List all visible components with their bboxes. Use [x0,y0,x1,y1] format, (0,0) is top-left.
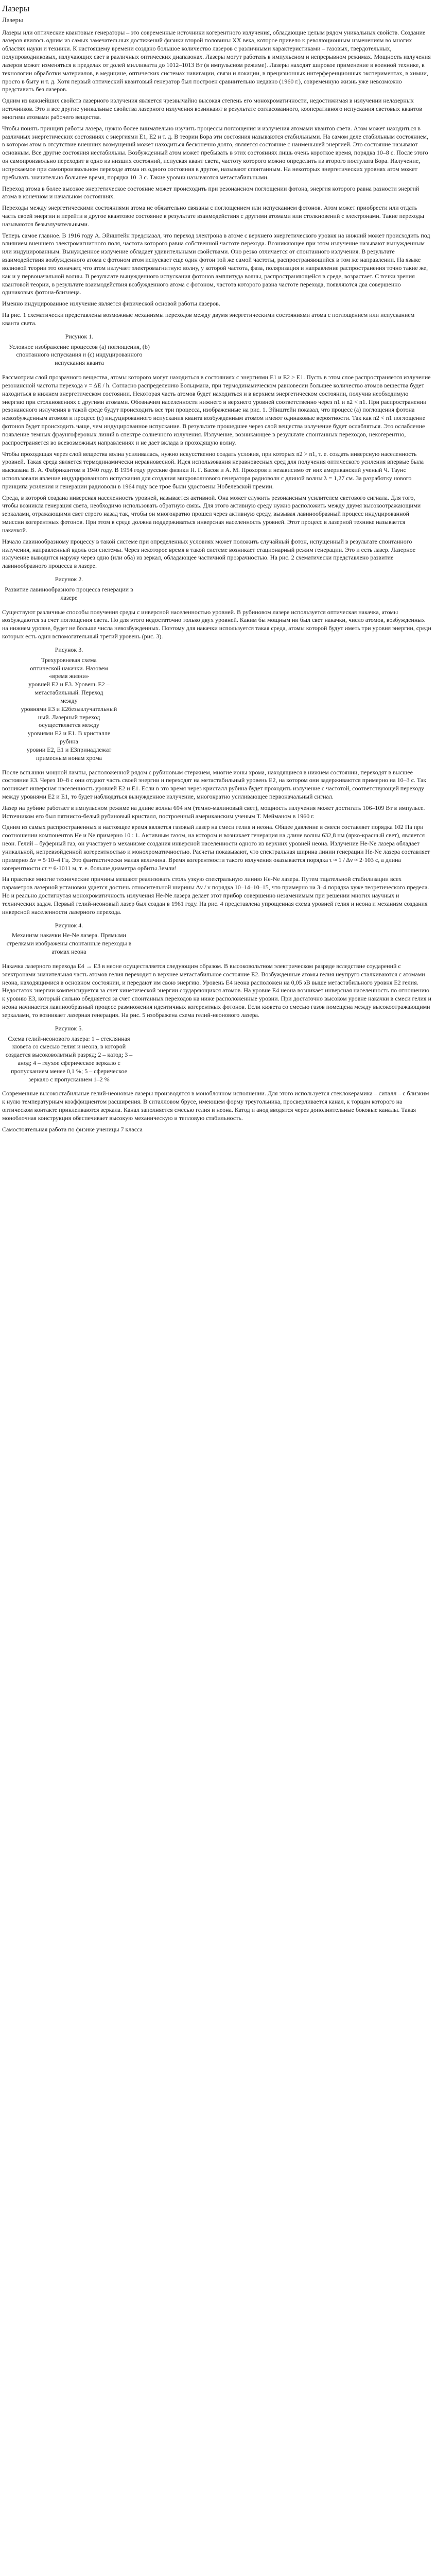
figure-caption-line: уровни E2, E1 и E3принадлежат [26,745,112,753]
paragraph: Среда, в которой создана инверсная населенность уровней, называется активной. Она может служить резонансным усилителем светового сигнала. Для того, чтобы возникла генерация света, необходимо использовать обратную связь. Для этого активную среду нужно расположить между двумя высокоотражающими зеркалами, отражающими свет строго назад так, чтобы он многократно прошел через активную среду, вызывая лавинообразный процесс индуцированной эмиссии когерентных фотонов. При этом в среде должна поддерживаться инверсная населенность уровней. Этот процесс в лазерной технике называется накачкой. [2,494,421,534]
figure-2 [2,575,136,602]
figure-caption-line: ный. Лазерный переход [38,713,100,721]
figure-3 [2,646,136,762]
figure-caption-line: метастабильный. Переход [34,689,103,697]
body-section-2 [2,374,432,570]
paragraph: Начало лавинообразному процессу в такой системе при определенных условиях может положить случайный фотон, испущенный в результате спонтанного излучения, направленный вдоль оси системы. Через некоторое время в такой системе возникает стационарный режим генерации. Это и есть лазер. Лазерное излучение выводится наружу через одно (или оба) из зеркал, обладающее частичной прозрачностью. На рис. 2 схематически представлено развитие лавинообразного процесса в лазере. [2,537,416,570]
body-section-3 [2,608,432,641]
page-subtitle: Лазеры [2,16,23,24]
body-section-6 [2,1090,432,1133]
figure-label: Рисунок 4. [55,921,83,929]
figure-label: Рисунок 2. [55,575,83,583]
paragraph: Одним из важнейших свойств лазерного излучения является чрезвычайно высокая степень его монохроматичности, недостижимая в излучении нелазерных источников. Это и все другие уникальные свойства лазерного излучения возникают в результате согласованного, кооперативного испускания световых квантов многими атомами рабочего вещества. [2,97,422,121]
paragraph: Современные высокостабильные гелий-неоновые лазеры производятся в моноблочном исполнении. Для этого используется стеклокерамика – ситалл – с близким к нулю температурным коэффициентом расширения. В ситалловом брусе, имеющем форму треугольника, просверливается канал, к торцам которого на оптическом контакте приклеиваются зеркала. Канал заполняется смесью гелия и неона. Катод и анод вводятся через дополнительные боковые каналы. Такая моноблочная конструкция обеспечивает высокую механическую и тепловую стабильность. [2,1090,429,1122]
figure-5 [2,1025,136,1084]
figure-label: Рисунок 3. [55,646,83,653]
paragraph: На рис. 1 схематически представлены возможные механизмы переходов между двумя энергетическими состояниями атома с поглощением или испусканием кванта света. [2,311,415,327]
paragraph: Рассмотрим слой прозрачного вещества, атомы которого могут находиться в состояниях с энергиями E1 и E2 > E1. Пусть в этом слое распространяется излучение резонансной частоты перехода ν = ΔE / h. Согласно распределению Больцмана, при термодинамическом равновесии большее количество атомов вещества будет находиться в нижнем энергетическом состоянии. Некоторая часть атомов будет находиться и в верхнем энергетическом состоянии, получив необходимую энергию при столкновениях с другими атомами. Обозначим населенности нижнего и верхнего уровней соответственно через n1 и n2 < n1. При распространении резонансного излучения в такой среде будут происходить все три процесса, изображенные на рис. 1. Эйнштейн показал, что процесс (a) поглощения фотона невозбужденным атомом и процесс (c) индуцированного испускания кванта возбужденным атомом имеют одинаковые вероятности. Так как n2 < n1 поглощение фотонов будет происходить чаще, чем индуцированное испускание. В результате прошедшее через слой вещества излучение будет ослабляться. Это ослабление появление темных фраунгоферовых линий в спектре солнечного излучения. Излучение, возникающее в результате спонтанных переходов, некогерентно, распространяется во всевозможных направлениях и не дает вклада в проходящую волну. [2,374,431,446]
figure-caption-line: «время жизни» [49,672,89,680]
figure-caption-line: уровнями E3 и E2безызлучательный [21,705,117,713]
figure-caption-line: между [60,697,78,704]
figure-4 [2,922,136,956]
document-page [0,0,436,1142]
paragraph: Именно индуцированное излучение является физической основой работы лазеров. [2,300,220,308]
figure-label: Рисунок 1. [65,332,94,340]
figure-caption: Развитие лавинообразного процесса генерации в лазере [5,585,133,601]
figure-label: Рисунок 5. [55,1024,83,1032]
intro-section [2,29,432,328]
figure-caption: Механизм накачки He-Ne лазера. Прямыми стрелками изображены спонтанные переходы в атомах неона [6,931,132,956]
figure-caption-line: уровней E2 и E3. Уровень E2 – [28,681,110,688]
paragraph: Переход атома в более высокое энергетическое состояние может происходить при резонансном поглощении фотона, энергия которого равна разности энергий атома в конечном и начальном состояниях. [2,184,420,200]
paragraph: На практике многие технические причины мешают реализовать столь узкую спектральную линию He-Ne лазера. Путем тщательной стабилизации всех параметров лазерной установки удается достичь относительной ширины Δν / ν порядка 10–14–10–15, что примерно на 3–4 порядка хуже теоретического предела. Но и реально достигнутая монохроматичность излучения He-Ne лазера делает этот прибор совершенно незаменимым при решении многих научных и технических задач. Первый гелий-неоновый лазер был создан в 1961 году. На рис. 4 представлена упрощенная схема уровней гелия и неона и механизм создания инверсной населенности лазерного перехода. [2,875,429,916]
body-section-4 [2,769,432,917]
paragraph: Лазеры или оптические квантовые генераторы – это современные источники когерентного излучения, обладающие целым рядом уникальных свойств. Создание лазеров явилось одним из самых замечательных достижений физики второй половины XX века, которое привело к революционным изменениям во многих областях науки и техники. К настоящему времени создано большое количество лазеров с различными характеристиками – газовых, твердотельных, полупроводниковых, излучающих свет в различных оптических диапазонах. Лазеры могут работать в импульсном и непрерывном режимах. Мощность излучения лазеров может изменяться в пределах от долей милливатта до 1012–1013 Вт (в импульсном режиме). Лазеры находят широкое применение в военной технике, в технологии обработки материалов, в медицине, оптических системах навигации, связи и локации, в прецизионных интерференционных экспериментах, в химии, просто в быту и т. д. Хотя первый оптический квантовый генератор был построен сравнительно недавно (1960 г.), современную жизнь уже невозможно представить без лазеров. [2,28,431,93]
paragraph: Одним из самых распространенных в настоящее время является газовый лазер на смеси гелия и неона. Общее давление в смеси составляет порядка 102 Па при соотношении компонентов He и Ne примерно 10 : 1. Активным газом, на котором и возникает генерация на длине волны 632,8 нм (ярко-красный свет), является неон. Гелий – буферный газ, он участвует в механизме создания инверсной населенности одного из верхних уровней неона. Излучение He-Ne лазера обладает уникальной, непревзойденной когерентностью и монохроматичностью. Расчеты показывают, что спектральная ширина линии генерации He-Ne лазера составляет примерно Δν ≈ 5·10–4 Гц. Это фантастически малая величина. Время когерентности такого излучения оказывается порядка τ ≈ 1 / Δν ≈ 2·103 с, а длина когерентности cτ ≈ 6·1011 м, т. е. больше диаметра орбиты Земли! [2,823,430,872]
paragraph: Чтобы проходящая через слой вещества волна усиливалась, нужно искусственно создать условия, при которых n2 > n1, т. е. создать инверсную населенность уровней. Такая среда является термодинамически неравновесной. Идея использования неравновесных сред для получения оптического усиления впервые была высказана В. А. Фабрикантом в 1940 году. В 1954 году русские физики Н. Г. Басов и А. М. Прохоров и независимо от них американский ученый Ч. Таунс использовали явление индуцированного испускания для создания микроволнового генератора радиоволн с длиной волны λ = 1,27 см. За разработку нового принципа усиления и генерации радиоволн в 1964 году все трое были удостоены Нобелевской премии. [2,450,424,490]
paragraph: Существуют различные способы получения среды с инверсной населенностью уровней. В рубиновом лазере используется оптическая накачка, атомы возбуждаются за счет поглощения света. Но для этого недостаточно только двух уровней. Каким бы мощным ни был свет накачки, число атомов, возбужденных на нижнем уровне, будет не больше числа невозбужденных. Поэтому для накачки используется такая среда, атомы которой будут иметь три уровня энергии, среди которых есть один вспомогательный третий уровень (рис. 3). [2,608,431,640]
body-section-5 [2,962,432,1020]
page-title: Лазеры [2,4,30,13]
closing-line: Самостоятельная работа по физике ученицы 7 класса [2,1125,143,1133]
paragraph: Переходы между энергетическими состояниями атома не обязательно связаны с поглощением или испусканием фотонов. Атом может приобрести или отдать часть своей энергии и перейти в другое квантовое состояние в результате взаимодействия с другими атомами или столкновений с электронами. Такие переходы называются безызлучательными. [2,204,424,228]
figure-1 [2,333,156,367]
figure-caption-line: оптической накачки. Назовем [30,664,108,672]
paragraph: Теперь самое главное. В 1916 году А. Эйнштейн предсказал, что переход электрона в атоме с верхнего энергетического уровня на нижний может происходить под влиянием внешнего электромагнитного поля, частота которого равна собственной частоте перехода. Возникающее при этом излучение называют вынужденным или индуцированным. Вынужденное излучение обладает удивительными свойствами. Оно резко отличается от спонтанного излучения. В результате взаимодействия возбужденного атома с фотоном атом испускает еще один фотон той же самой частоты, распространяющийся в том же направлении. На языке волновой теории это означает, что атом излучает электромагнитную волну, у которой частота, фаза, поляризация и направление распространения точно такие же, как и у первоначальной волны. В результате вынужденного испускания фотонов амплитуда волны, распространяющейся в среде, возрастает. С точки зрения квантовой теории, в результате взаимодействия возбужденного атома с фотоном, частота которого равна частоте перехода, появляются два совершенно одинаковых фотона-близнеца. [2,231,430,296]
paragraph: После вспышки мощной лампы, расположенной рядом с рубиновым стержнем, многие ионы хрома, находящиеся в нижнем состоянии, переходят в высшее состояние E3. Через 10–8 с они отдают часть своей энергии и переходят на метастабильный уровень E2, на котором они задерживаются примерно на 10–3 с. Так возникает инверсная населенность уровней E2 и E1. Если в это время через кристалл рубина будет проходить излучение с частотой, соответствующей переходу между уровнями E2 и E1, то будет наблюдаться вынужденное излучение, многократно усиливающее первоначальный сигнал. [2,768,427,800]
figure-caption: Схема гелий-неонового лазера: 1 – стеклянная кювета со смесью гелия и неона, в которой создается высоковольтный разряд; 2 – катод; 3 – анод; 4 – глухое сферическое зеркало с пропусканием менее 0,1 %; 5 – сферическое зеркало с пропусканием 1–2 % [5,1035,133,1083]
paragraph: Лазер на рубине работает в импульсном режиме на длине волны 694 нм (темно-малиновый свет), мощность излучения может достигать 106–109 Вт в импульсе. Источником его был пятнисто-белый рубиновый кристалл, построенный американским ученым Т. Мейманом в 1960 г. [2,804,425,820]
figure-caption-line: уровнями E2 и E1. В кристалле [27,730,111,737]
figure-caption-line: осуществляется между [39,721,99,729]
paragraph: Чтобы понять принцип работы лазера, нужно более внимательно изучить процессы поглощения и излучения атомами квантов света. Атом может находиться в различных энергетических состояниях с энергиями E1, E2 и т. д. В теории Бора эти состояния называются стабильными. На самом деле стабильным состоянием, в котором атом в отсутствие внешних возмущений может находиться бесконечно долго, является состояние с наименьшей энергией. Это состояние называют основным. Все другие состояния нестабильны. Возбужденный атом может пребывать в этих состояниях лишь очень короткое время, порядка 10–8 с. После этого он самопроизвольно переходит в одно из низших состояний, испуская квант света, частоту которого можно определить из второго постулата Бора. Излучение, испускаемое при самопроизвольном переходе атома из одного состояния в другое, называют спонтанным. На некоторых энергетических уровнях атом может пребывать значительно большее время, порядка 10–3 с. Такие уровни называются метастабильными. [2,124,429,181]
figure-caption-line: Трехуровневая схема [41,656,97,664]
figure-caption-line: примесным ионам хрома [36,754,102,761]
paragraph: Накачка лазерного перехода E4 → E3 в неоне осуществляется следующим образом. В высоковольтном электрическом разряде вследствие соударений с электронами значительная часть атомов гелия переходит в верхнее метастабильное состояние E2. Возбужденные атомы гелия неупруго сталкиваются с атомами неона, находящимися в основном состоянии, и передают им свою энергию. Уровень E4 неона расположен на 0,05 эВ выше метастабильного уровня E2 гелия. Недостаток энергии компенсируется за счет кинетической энергии соударяющихся атомов. На уровне E4 неона возникает инверсная населенность по отношению к уровню E3, который сильно обедняется за счет спонтанных переходов на ниже расположенные уровни. При достаточно высоком уровне накачки в смеси гелия и неона начинается лавинообразный процесс размножения идентичных когерентных фотонов. Если кювета со смесью газов помещена между высокоотражающими зеркалами, то возникает лазерная генерация. На рис. 5 изображена схема гелий-неонового лазера. [2,962,431,1019]
figure-caption: Условное изображение процессов (а) поглощения, (b) спонтанного испускания и (c) индуцированного испускания кванта [9,343,150,367]
figure-caption-line: рубина [60,738,78,745]
